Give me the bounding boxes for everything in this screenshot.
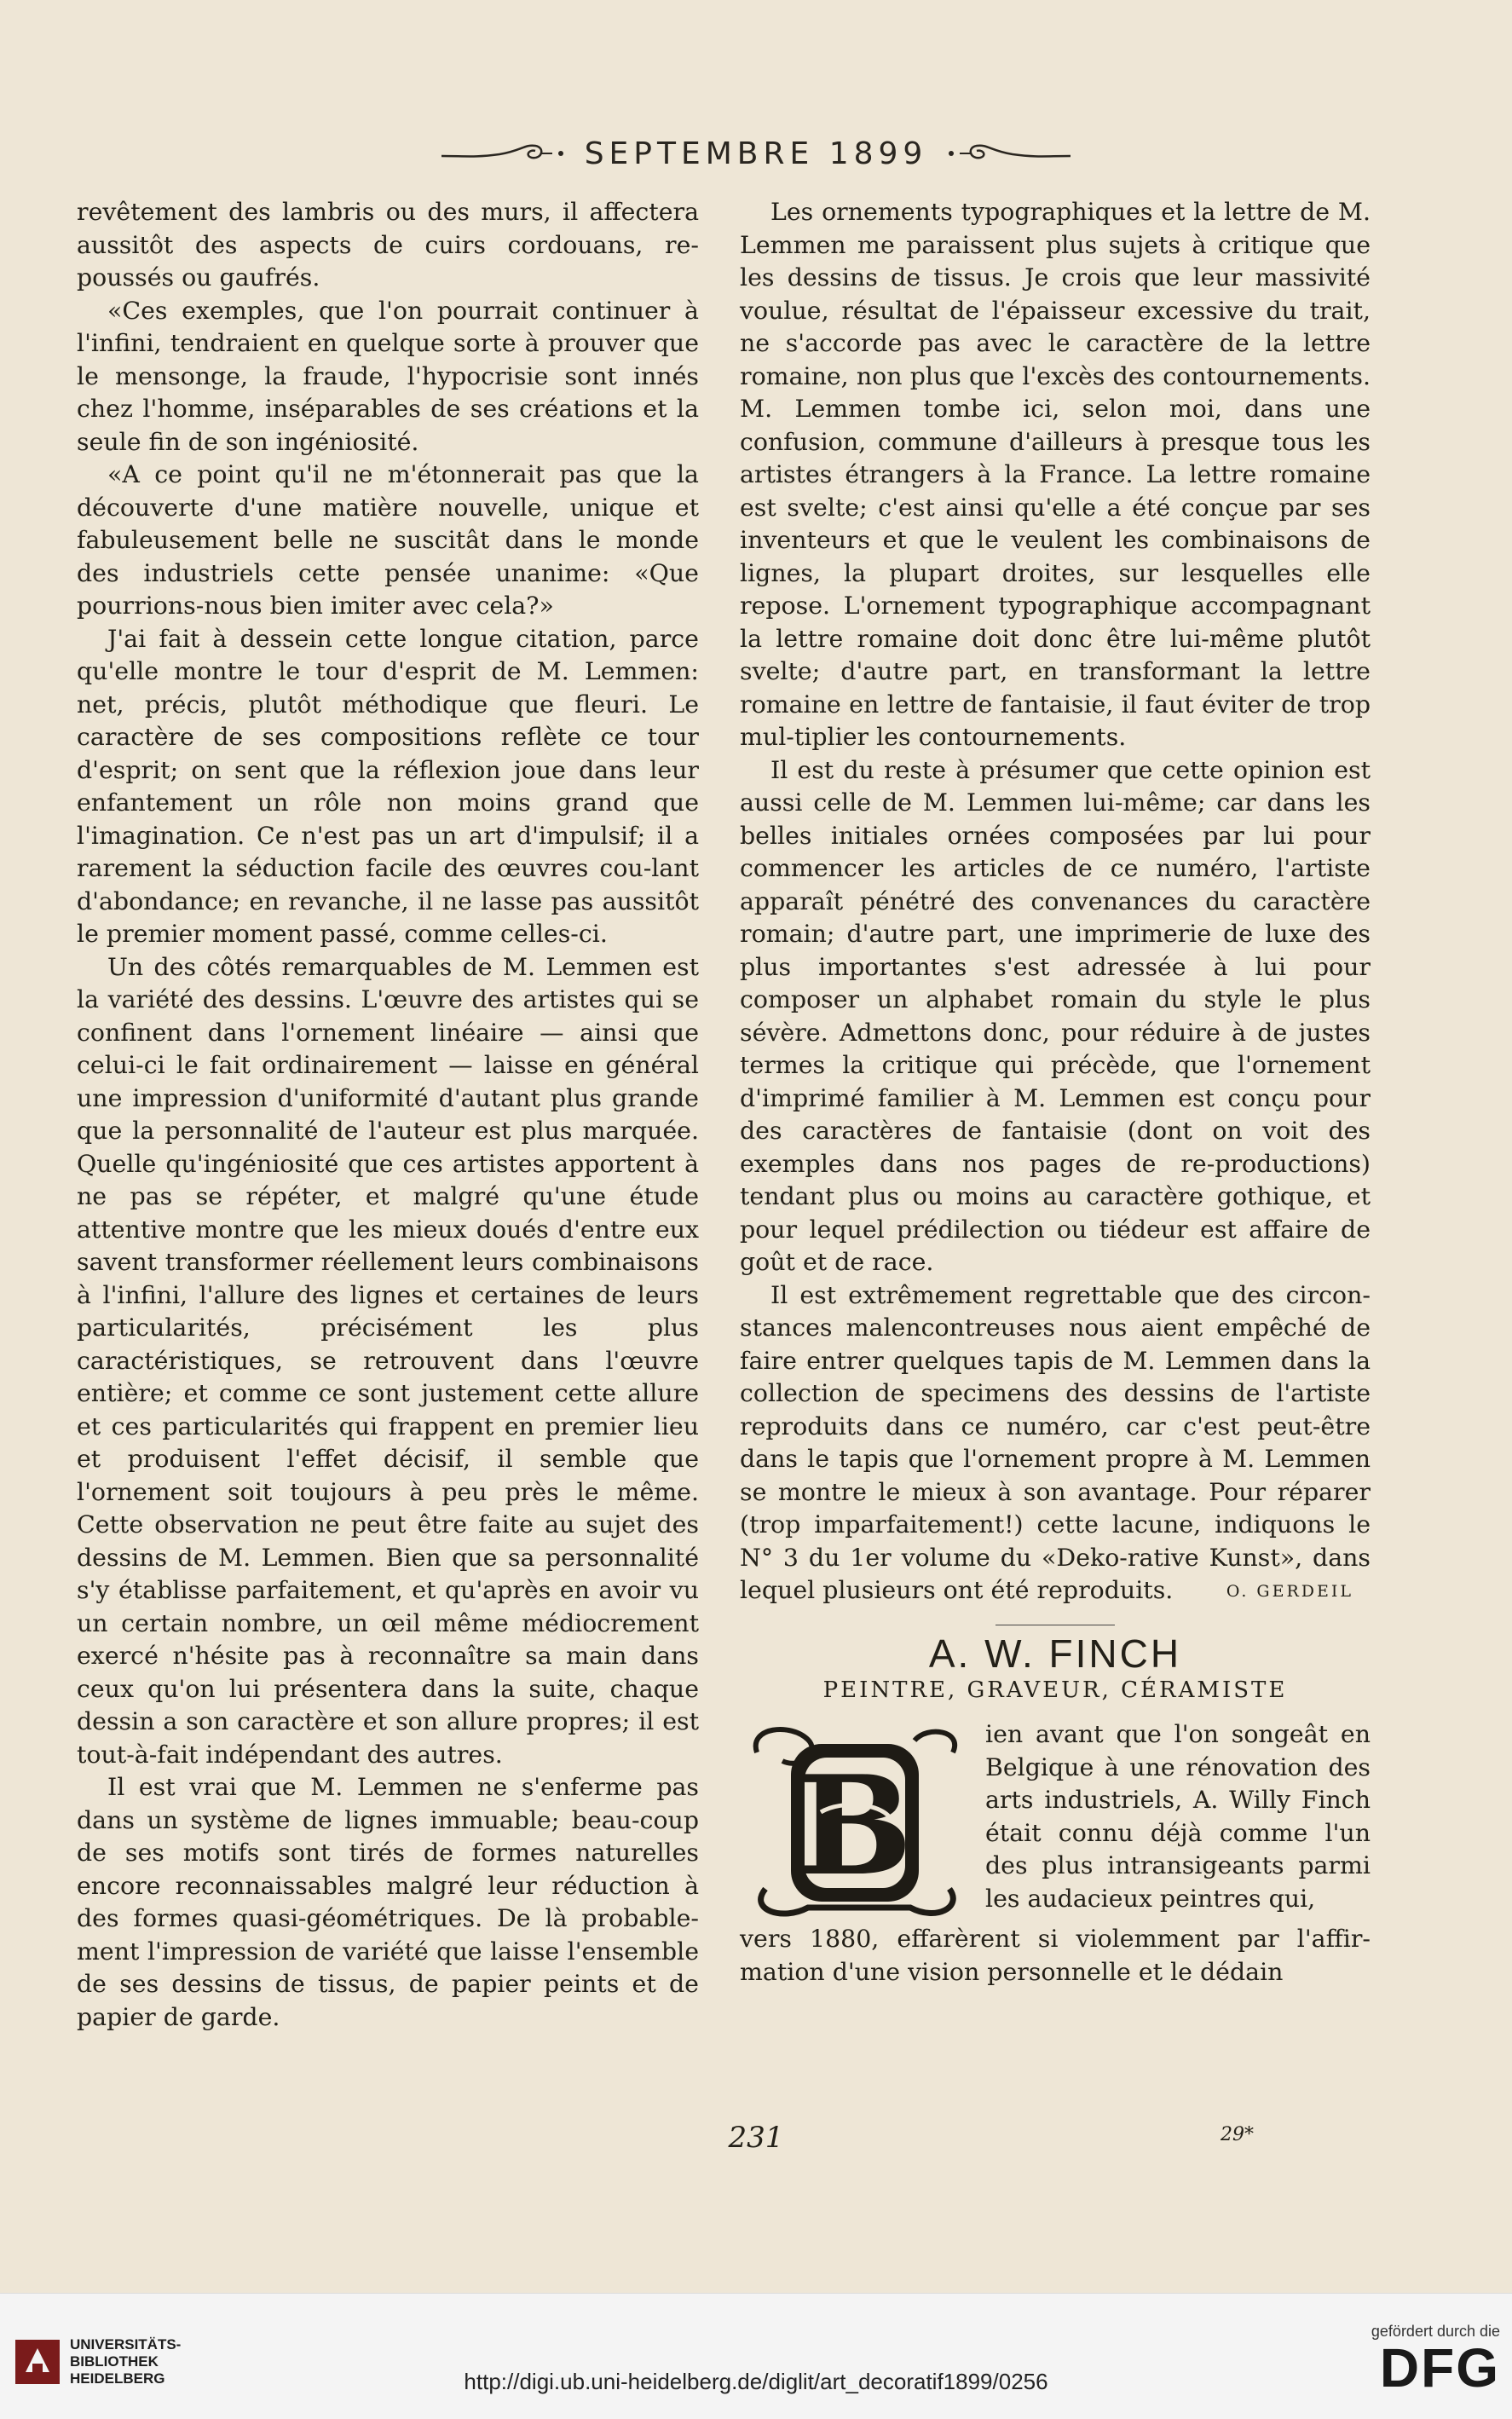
ornate-initial-b-icon — [740, 1718, 970, 1923]
page-number: 231 — [728, 2121, 784, 2155]
funding-caption: gefördert durch die — [1371, 2323, 1500, 2340]
running-title: SEPTEMBRE 1899 — [584, 136, 928, 171]
author-signature: O. GERDEIL — [1226, 1581, 1353, 1601]
left-ornament-icon — [440, 139, 568, 168]
article-opening — [740, 1718, 1371, 1923]
library-name-line: HEIDELBERG — [70, 2370, 165, 2387]
digitization-footer — [0, 2293, 1512, 2419]
paragraph: Il est du reste à présumer que cette opinion est aussi celle de M. Lemmen lui-même; car dans les belles initiales ornées composées par lui pour commencer les articles de ce numéro, l'artiste apparaît pénétré des convenances du caractère romain; d'autre part, une imprimerie de luxe des plus importantes s'est adressée à lui pour composer un alphabet romain du style le plus sévère. Admettons donc, pour réduire à de justes termes la critique qui précède, que l'ornement d'imprimé familier à M. Lemmen est conçu pour des caractères de fantaisie (dont on voit des exemples dans nos pages de re-productions) tendant plus ou moins au caractère gothique, et pour lequel prédilection ou tiédeur est affaire de goût et de race. — [740, 755, 1371, 1276]
right-column — [740, 196, 1371, 1989]
library-name-line: UNIVERSITÄTS- — [70, 2336, 182, 2353]
funding-logo — [1371, 2323, 1500, 2399]
paragraph: «Ces exemples, que l'on pourrait continuer à l'infini, tendraient en quelque sorte à prouver que le mensonge, la fraude, l'hypocrisie sont innés chez l'homme, inséparables de ses créations et la seule fin de son ingéniosité. — [77, 296, 699, 456]
dropcap-letter: B — [797, 1746, 913, 1906]
signature-mark: 29* — [1221, 2124, 1254, 2145]
left-column — [77, 196, 699, 2034]
paragraph: «A ce point qu'il ne m'étonnerait pas que la découverte d'une matière nouvelle, unique et fabuleusement belle ne suscitât dans le monde des industriels cette pensée unanime: «Que pourrions-nous bien imiter avec cela?» — [77, 460, 699, 620]
paragraph: Un des côtés remarquables de M. Lemmen est la variété des dessins. L'œuvre des artistes qui se confinent dans l'ornement linéaire — ainsi que celui-ci le fait ordinairement — laisse en général une impression d'uniformité d'autant plus grande que la personnalité de l'auteur est plus marquée. Quelle qu'ingéniosité que ces artistes apportent à ne pas se répéter, et malgré qu'une étude attentive montre que les mieux doués d'entre eux savent transformer réellement leurs combinaisons à l'infini, l'allure des lignes et certaines de leurs particularités, précisément les plus caractéristiques, se retrouvent dans l'œuvre entière; et comme ce sont justement cette allure et ces particularités qui frappent en premier lieu et produisent l'effet décisif, il semble que l'ornement soit toujours à peu près le même. Cette observation ne peut être faite au sujet des dessins de M. Lemmen. Bien que sa personnalité s'y établisse parfaitement, et qu'après en avoir vu un certain nombre, un œil même médiocrement exercé n'hésite pas à reconnaître sa main dans ceux qu'on lui présentera dans la suite, chaque dessin a son caractère et son allure propres; il est tout-à-fait indépendant des autres. — [77, 952, 699, 1769]
paragraph: revêtement des lambris ou des murs, il affectera aussitôt des aspects de cuirs cordouans, re-poussés ou gaufrés. — [77, 198, 699, 292]
article-title: A. W. FINCH — [928, 1631, 1182, 1676]
library-name-line: BIBLIOTHEK — [70, 2353, 159, 2370]
article-subtitle: PEINTRE, GRAVEUR, CÉRAMISTE — [822, 1677, 1288, 1703]
permalink[interactable]: http://digi.ub.uni-heidelberg.de/diglit/art_decoratif1899/0256 — [464, 2369, 1048, 2394]
dropcap-paragraph: ien avant que l'on songeât en Belgique à une rénovation des arts industriels, A. Willy Finch était connu déjà comme l'un des plus intransigeants parmi les audacieux peintres qui, — [985, 1720, 1371, 1913]
running-header — [0, 128, 1512, 179]
dfg-logo: DFG — [1379, 2337, 1500, 2399]
paragraph: Il est extrêmement regrettable que des circon-stances malencontreuses nous aient empêché de faire entrer quelques tapis de M. Lemmen dans la collection de specimens des dessins de l'artiste reproduits dans ce numéro, car c'est peut-être dans le tapis que l'ornement propre à M. Lemmen se montre le mieux à son avantage. Pour réparer (trop imparfaitement!) cette lacune, indiquons le N° 3 du 1er volume du «Deko-rative Kunst», dans lequel plusieurs ont été reproduits. — [740, 1280, 1371, 1604]
paragraph: Les ornements typographiques et la lettre de M. Lemmen me paraissent plus sujets à critique que les dessins de tissus. Je crois que leur massivité voulue, résultat de l'épaisseur excessive du trait, ne s'accorde pas avec le caractère de la lettre romaine, non plus que l'excès des contournements. M. Lemmen tombe ici, selon moi, dans une confusion, commune d'ailleurs à presque tous les artistes étrangers à la France. La lettre romaine est svelte; c'est ainsi qu'elle a été conçue par ses inventeurs et que le veulent les combinaisons de lignes, la plupart droites, sur lesquelles elle repose. L'ornement typographique accompagnant la lettre romaine doit donc être lui-même plutôt svelte; d'autre part, en transformant la lettre romaine en lettre de fantaisie, il faut éviter de trop mul-tiplier les contournements. — [740, 198, 1371, 751]
paragraph: Il est vrai que M. Lemmen ne s'enferme pas dans un système de lignes immuable; beau-coup de ses motifs sont tirés de formes naturelles encore reconnaissables malgré leur réduction à des formes quasi-géométriques. De là probable-ment l'impression de variété que laisse l'ensemble de ses dessins de tissus, de papier peints et de papier de garde. — [77, 1773, 699, 2031]
paragraph: vers 1880, effarèrent si violemment par l'affir-mation d'une vision personnelle et le dédain — [740, 1925, 1371, 1986]
right-ornament-icon — [944, 139, 1072, 168]
paragraph: J'ai fait à dessein cette longue citation, parce qu'elle montre le tour d'esprit de M. Lemmen: net, précis, plutôt méthodique que fleuri. Le caractère de ses compositions reflète ce tour d'esprit; on sent que la réflexion joue dans leur enfantement un rôle non moins grand que l'imagination. Ce n'est pas un art d'impulsif; il a rarement la séduction facile des œuvres cou-lant d'abondance; en revanche, il ne lasse pas aussitôt le premier moment passé, comme celles-ci. — [77, 624, 699, 948]
